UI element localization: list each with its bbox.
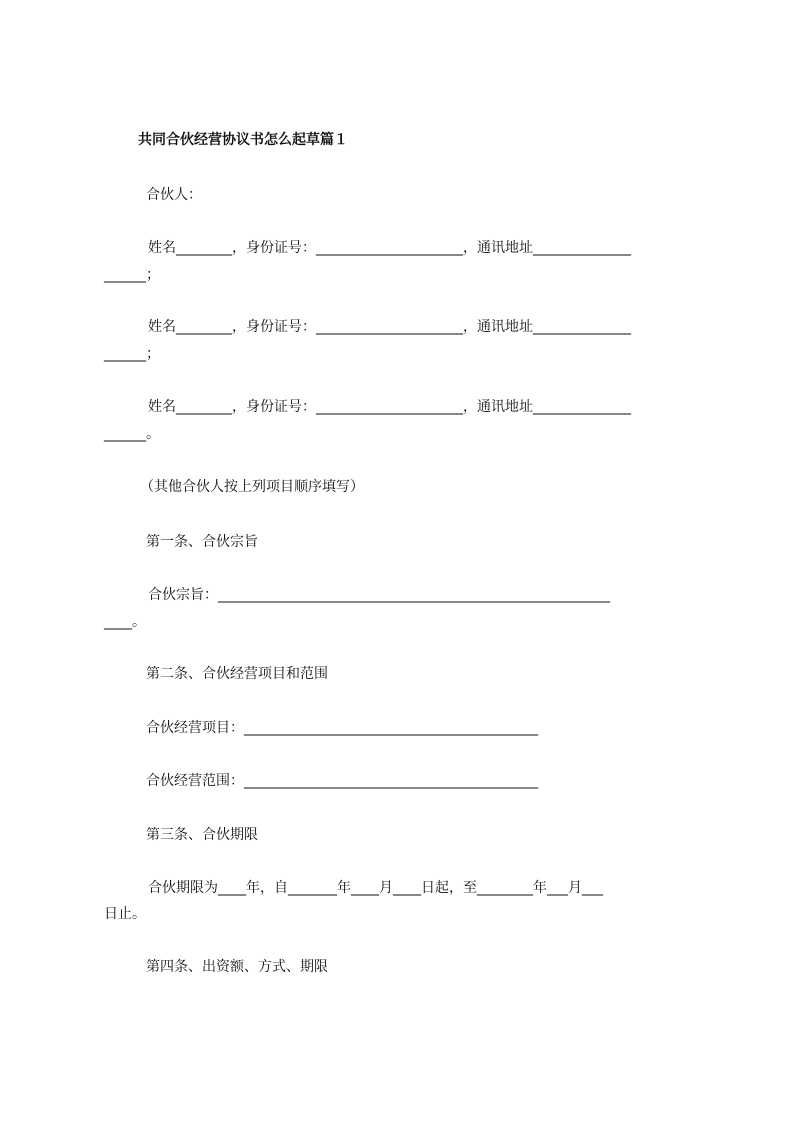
partner-row-2-line2: ______；	[104, 346, 160, 362]
partners-label: 合伙人：	[146, 187, 202, 203]
article-2-heading: 第二条、合伙经营项目和范围	[146, 666, 328, 682]
partner-row-3-line2: ______。	[104, 426, 160, 442]
document-title: 共同合伙经营协议书怎么起草篇１	[138, 132, 348, 148]
partner-row-1-line1: 姓名________，身份证号：_____________________，通讯地址______________	[148, 240, 631, 256]
partner-row-3-line1: 姓名________，身份证号：_____________________，通讯地址______________	[148, 399, 631, 415]
other-partners-note: （其他合伙人按上列项目顺序填写）	[140, 479, 364, 495]
article-2-project-line: 合伙经营项目：__________________________________________	[146, 720, 538, 736]
article-2-scope-line: 合伙经营范围：__________________________________________	[146, 773, 538, 789]
article-1-line1: 合伙宗旨：________________________________________________________	[148, 587, 610, 603]
partner-row-2-line1: 姓名________，身份证号：_____________________，通讯地址______________	[148, 319, 631, 335]
article-3-heading: 第三条、合伙期限	[146, 827, 258, 843]
article-3-line1: 合伙期限为____年，自_______年____月____日起，至________年___月___	[148, 880, 603, 896]
article-3-line2: 日止。	[104, 906, 146, 922]
partner-row-1-line2: ______；	[104, 267, 160, 283]
article-1-line2: ____。	[104, 614, 146, 630]
article-1-heading: 第一条、合伙宗旨	[146, 534, 258, 550]
article-4-heading: 第四条、出资额、方式、期限	[146, 959, 328, 975]
